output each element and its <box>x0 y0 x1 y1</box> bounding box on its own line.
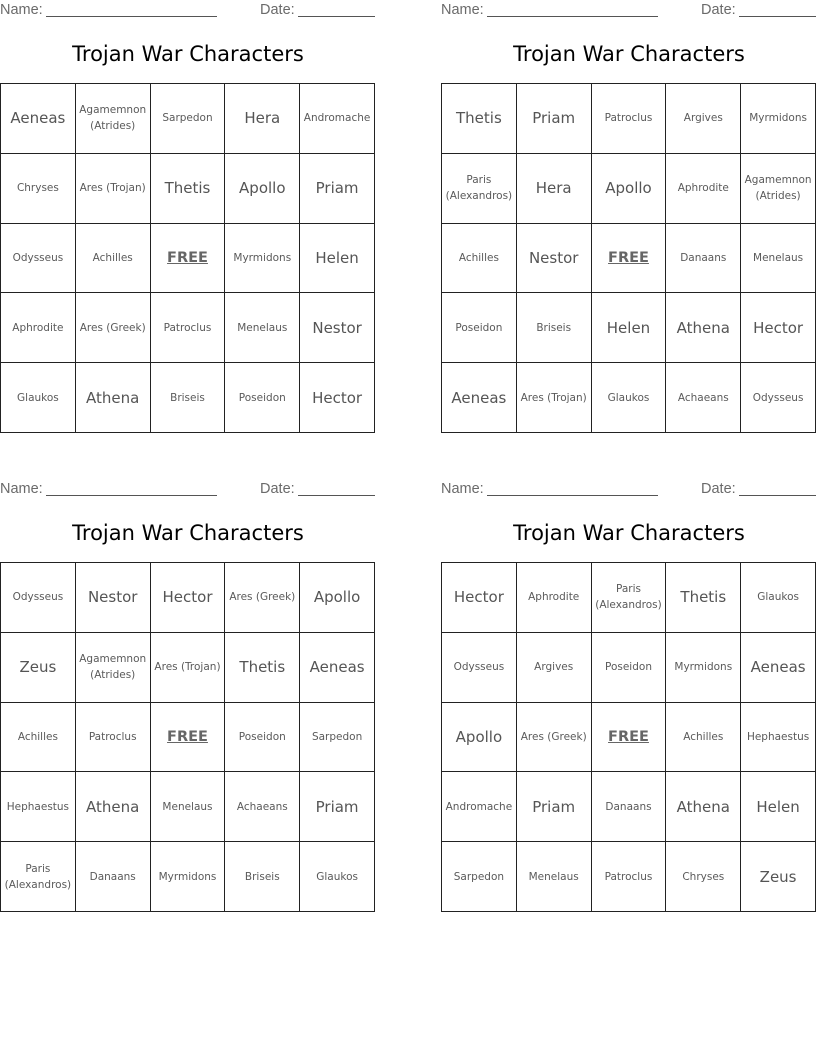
card-header <box>0 2 376 20</box>
bingo-cell: Achaeans <box>225 772 300 842</box>
bingo-cell: Aphrodite <box>1 293 76 363</box>
bingo-cell: Myrmidons <box>741 84 816 154</box>
bingo-cell: Glaukos <box>300 842 375 912</box>
bingo-cell: Danaans <box>666 224 741 294</box>
bingo-cell: Odysseus <box>1 224 76 294</box>
name-blank-line <box>46 16 217 17</box>
date-label: Date: <box>701 481 736 497</box>
bingo-cell: Hephaestus <box>1 772 76 842</box>
name-label: Name: <box>0 2 43 18</box>
date-blank-line <box>739 495 816 496</box>
free-space-cell: FREE <box>592 224 667 294</box>
bingo-cell: Chryses <box>666 842 741 912</box>
bingo-cell: Aeneas <box>442 363 517 433</box>
bingo-cell: Achilles <box>442 224 517 294</box>
bingo-cell: Aphrodite <box>517 563 592 633</box>
bingo-cell: Poseidon <box>592 633 667 703</box>
bingo-cell: Thetis <box>225 633 300 703</box>
bingo-cell: Priam <box>517 84 592 154</box>
bingo-cell: Hector <box>300 363 375 433</box>
bingo-cell: Odysseus <box>741 363 816 433</box>
bingo-cell: Helen <box>741 772 816 842</box>
bingo-cell: Poseidon <box>442 293 517 363</box>
bingo-cell: Andromache <box>442 772 517 842</box>
card-title: Trojan War Characters <box>72 521 304 545</box>
bingo-cell: Glaukos <box>741 563 816 633</box>
bingo-cell: Hector <box>442 563 517 633</box>
bingo-cell: Patroclus <box>592 84 667 154</box>
card-header <box>441 481 816 499</box>
bingo-cell: Helen <box>592 293 667 363</box>
bingo-cell: Ares (Greek) <box>76 293 151 363</box>
bingo-grid <box>0 83 375 433</box>
bingo-cell: Aeneas <box>1 84 76 154</box>
bingo-cell: Paris (Alexandros) <box>442 154 517 224</box>
bingo-cell: Odysseus <box>442 633 517 703</box>
bingo-cell: Ares (Greek) <box>225 563 300 633</box>
bingo-cell: Athena <box>76 363 151 433</box>
bingo-cell: Achaeans <box>666 363 741 433</box>
bingo-cell: Argives <box>666 84 741 154</box>
bingo-cell: Briseis <box>151 363 226 433</box>
bingo-card-1 <box>0 0 376 436</box>
name-label: Name: <box>441 481 484 497</box>
bingo-cell: Priam <box>517 772 592 842</box>
bingo-cell: Briseis <box>517 293 592 363</box>
bingo-cell: Odysseus <box>1 563 76 633</box>
bingo-grid <box>0 562 375 912</box>
bingo-cell: Agamemnon (Atrides) <box>76 84 151 154</box>
name-blank-line <box>487 495 658 496</box>
bingo-cell: Poseidon <box>225 703 300 773</box>
bingo-cell: Athena <box>76 772 151 842</box>
bingo-cell: Menelaus <box>741 224 816 294</box>
bingo-cell: Chryses <box>1 154 76 224</box>
date-label: Date: <box>260 481 295 497</box>
bingo-cell: Ares (Trojan) <box>76 154 151 224</box>
bingo-cell: Patroclus <box>592 842 667 912</box>
bingo-cell: Myrmidons <box>666 633 741 703</box>
bingo-cell: Thetis <box>666 563 741 633</box>
bingo-cell: Glaukos <box>592 363 667 433</box>
bingo-cell: Patroclus <box>76 703 151 773</box>
bingo-cell: Menelaus <box>225 293 300 363</box>
bingo-cell: Helen <box>300 224 375 294</box>
bingo-cell: Paris (Alexandros) <box>1 842 76 912</box>
date-blank-line <box>298 16 375 17</box>
bingo-cell: Danaans <box>76 842 151 912</box>
name-label: Name: <box>441 2 484 18</box>
bingo-grid <box>441 83 816 433</box>
bingo-cell: Myrmidons <box>151 842 226 912</box>
bingo-card-4 <box>441 479 816 915</box>
bingo-cell: Apollo <box>225 154 300 224</box>
free-space-cell: FREE <box>151 224 226 294</box>
bingo-cell: Athena <box>666 293 741 363</box>
bingo-cell: Priam <box>300 154 375 224</box>
bingo-cell: Aeneas <box>741 633 816 703</box>
bingo-cell: Agamemnon (Atrides) <box>741 154 816 224</box>
bingo-cell: Sarpedon <box>442 842 517 912</box>
bingo-cell: Achilles <box>666 703 741 773</box>
bingo-cell: Nestor <box>76 563 151 633</box>
bingo-cell: Aeneas <box>300 633 375 703</box>
bingo-cell: Sarpedon <box>300 703 375 773</box>
card-title: Trojan War Characters <box>513 521 745 545</box>
bingo-cell: Menelaus <box>151 772 226 842</box>
bingo-cell: Achilles <box>76 224 151 294</box>
card-title: Trojan War Characters <box>513 42 745 66</box>
bingo-cell: Paris (Alexandros) <box>592 563 667 633</box>
bingo-cell: Nestor <box>517 224 592 294</box>
free-space-cell: FREE <box>592 703 667 773</box>
bingo-card-2 <box>441 0 816 436</box>
free-space-cell: FREE <box>151 703 226 773</box>
bingo-cell: Zeus <box>741 842 816 912</box>
bingo-cell: Thetis <box>442 84 517 154</box>
bingo-cell: Sarpedon <box>151 84 226 154</box>
bingo-cell: Aphrodite <box>666 154 741 224</box>
bingo-grid <box>441 562 816 912</box>
bingo-cell: Apollo <box>300 563 375 633</box>
bingo-cell: Andromache <box>300 84 375 154</box>
bingo-cell: Athena <box>666 772 741 842</box>
card-header <box>0 481 376 499</box>
bingo-cell: Priam <box>300 772 375 842</box>
bingo-cell: Zeus <box>1 633 76 703</box>
bingo-cell: Hector <box>151 563 226 633</box>
bingo-cell: Patroclus <box>151 293 226 363</box>
bingo-cell: Menelaus <box>517 842 592 912</box>
name-blank-line <box>487 16 658 17</box>
name-label: Name: <box>0 481 43 497</box>
bingo-cell: Poseidon <box>225 363 300 433</box>
bingo-cell: Ares (Trojan) <box>151 633 226 703</box>
name-blank-line <box>46 495 217 496</box>
bingo-cell: Achilles <box>1 703 76 773</box>
bingo-cell: Apollo <box>442 703 517 773</box>
bingo-cell: Danaans <box>592 772 667 842</box>
bingo-cell: Hephaestus <box>741 703 816 773</box>
date-label: Date: <box>260 2 295 18</box>
bingo-card-3 <box>0 479 376 915</box>
bingo-cell: Hector <box>741 293 816 363</box>
date-blank-line <box>739 16 816 17</box>
bingo-cell: Ares (Greek) <box>517 703 592 773</box>
card-title: Trojan War Characters <box>72 42 304 66</box>
bingo-cell: Nestor <box>300 293 375 363</box>
date-label: Date: <box>701 2 736 18</box>
bingo-cell: Argives <box>517 633 592 703</box>
date-blank-line <box>298 495 375 496</box>
bingo-cell: Apollo <box>592 154 667 224</box>
card-header <box>441 2 816 20</box>
bingo-cell: Ares (Trojan) <box>517 363 592 433</box>
bingo-cell: Agamemnon (Atrides) <box>76 633 151 703</box>
bingo-cell: Hera <box>517 154 592 224</box>
bingo-cell: Glaukos <box>1 363 76 433</box>
bingo-cell: Myrmidons <box>225 224 300 294</box>
bingo-cell: Hera <box>225 84 300 154</box>
bingo-cell: Briseis <box>225 842 300 912</box>
bingo-cell: Thetis <box>151 154 226 224</box>
